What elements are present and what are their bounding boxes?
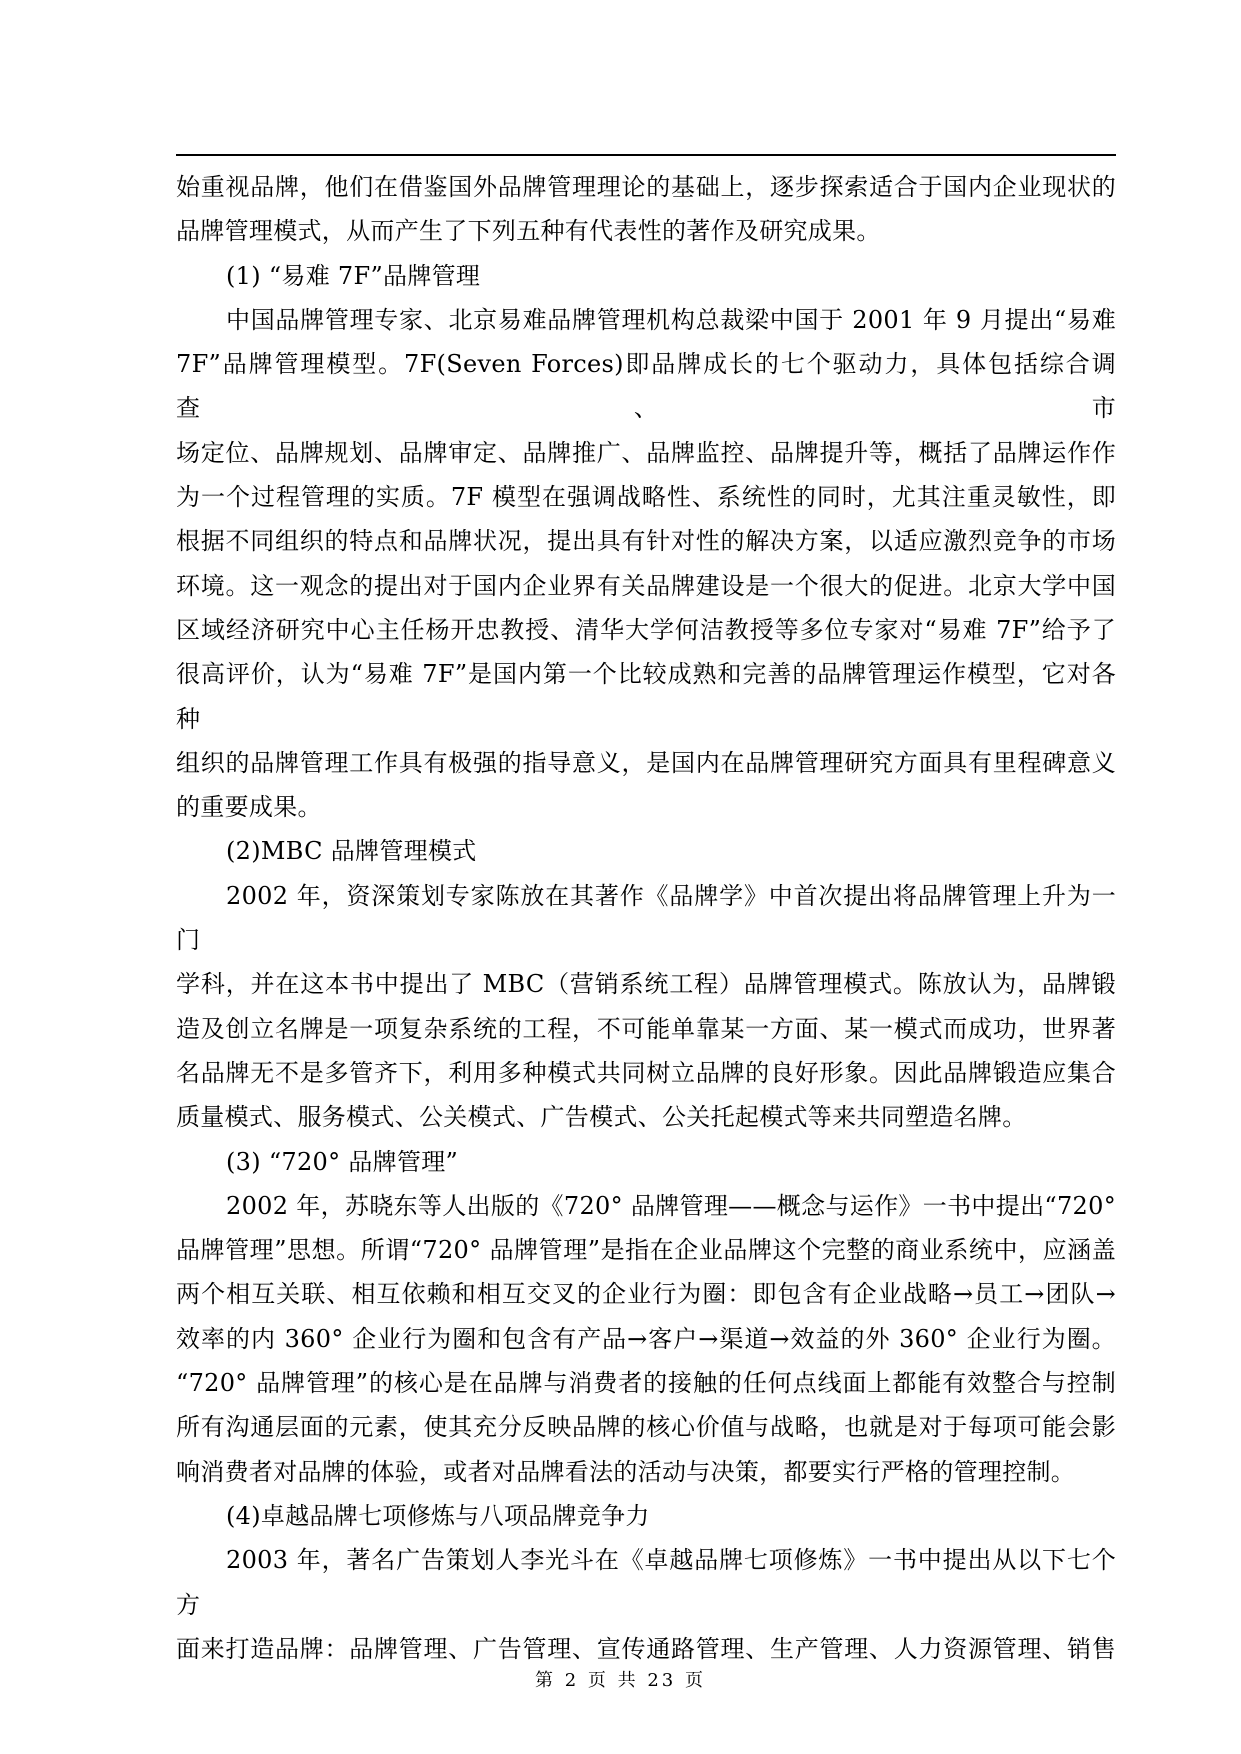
text-line: 造及创立名牌是一项复杂系统的工程，不可能单靠某一方面、某一模式而成功，世界著: [176, 1014, 1116, 1043]
document-body: [176, 165, 1116, 1671]
text-line: 学科，并在这本书中提出了 MBC（营销系统工程）品牌管理模式。陈放认为，品牌锻: [176, 970, 1116, 999]
page-number-footer: 第 2 页 共 23 页: [535, 1670, 706, 1691]
text-line: 7F”品牌管理模型。7F(Seven Forces)即品牌成长的七个驱动力，具体包括综合调查、市: [176, 350, 1116, 423]
section-heading-4: (4)卓越品牌七项修炼与八项品牌竞争力: [226, 1501, 650, 1530]
text-line: 始重视品牌，他们在借鉴国外品牌管理理论的基础上，逐步探索适合于国内企业现状的: [176, 173, 1116, 201]
text-line: 2002 年，资深策划专家陈放在其著作《品牌学》中首次提出将品牌管理上升为一门: [176, 881, 1116, 955]
paragraph-720: [176, 1184, 1116, 1494]
paragraph-intro: [176, 165, 1116, 254]
text-line: 品牌管理模式，从而产生了下列五种有代表性的著作及研究成果。: [176, 217, 881, 246]
text-line: “720° 品牌管理”的核心是在品牌与消费者的接触的任何点线面上都能有效整合与控制: [176, 1369, 1116, 1398]
text-line: 根据不同组织的特点和品牌状况，提出具有针对性的解决方案，以适应激烈竞争的市场: [176, 527, 1116, 556]
text-line: 组织的品牌管理工作具有极强的指导意义，是国内在品牌管理研究方面具有里程碑意义: [176, 748, 1116, 777]
text-line: 名品牌无不是多管齐下，利用多种模式共同树立品牌的良好形象。因此品牌锻造应集合: [176, 1058, 1116, 1087]
section-heading-1: (1) “易难 7F”品牌管理: [226, 261, 481, 290]
text-line: 面来打造品牌：品牌管理、广告管理、宣传通路管理、生产管理、人力资源管理、销售: [176, 1634, 1116, 1663]
text-line: 质量模式、服务模式、公关模式、广告模式、公关托起模式等来共同塑造名牌。: [176, 1103, 1027, 1132]
paragraph-7f: [176, 298, 1116, 830]
text-line: 为一个过程管理的实质。7F 模型在强调战略性、系统性的同时，尤其注重灵敏性，即: [176, 483, 1116, 512]
text-line: 环境。这一观念的提出对于国内企业界有关品牌建设是一个很大的促进。北京大学中国: [176, 571, 1116, 600]
text-line: 区域经济研究中心主任杨开忠教授、清华大学何洁教授等多位专家对“易难 7F”给予了: [176, 615, 1116, 644]
text-line: 所有沟通层面的元素，使其充分反映品牌的核心价值与战略，也就是对于每项可能会影: [176, 1413, 1116, 1442]
paragraph-seven-disciplines: [176, 1538, 1116, 1671]
text-line: 2002 年，苏晓东等人出版的《720° 品牌管理——概念与运作》一书中提出“720°: [226, 1191, 1116, 1220]
section-heading-2: (2)MBC 品牌管理模式: [226, 837, 477, 866]
paragraph-mbc: [176, 874, 1116, 1140]
section-heading-3: (3) “720° 品牌管理”: [226, 1147, 459, 1176]
text-line: 两个相互关联、相互依赖和相互交叉的企业行为圈：即包含有企业战略→员工→团队→: [176, 1280, 1116, 1309]
text-line: 场定位、品牌规划、品牌审定、品牌推广、品牌监控、品牌提升等，概括了品牌运作作: [176, 438, 1116, 467]
header-rule: [176, 154, 1116, 156]
text-line: 响消费者对品牌的体验，或者对品牌看法的活动与决策，都要实行严格的管理控制。: [176, 1457, 1076, 1486]
text-line: 2003 年，著名广告策划人李光斗在《卓越品牌七项修炼》一书中提出从以下七个方: [176, 1546, 1116, 1619]
text-line: 很高评价，认为“易难 7F”是国内第一个比较成熟和完善的品牌管理运作模型，它对各种: [176, 660, 1116, 733]
text-line: 的重要成果。: [176, 793, 322, 822]
text-line: 品牌管理”思想。所谓“720° 品牌管理”是指在企业品牌这个完整的商业系统中，应涵盖: [176, 1236, 1116, 1265]
text-line: 效率的内 360° 企业行为圈和包含有产品→客户→渠道→效益的外 360° 企业行为圈。: [176, 1324, 1116, 1353]
text-line: 中国品牌管理专家、北京易难品牌管理机构总裁梁中国于 2001 年 9 月提出“易难: [226, 305, 1116, 334]
